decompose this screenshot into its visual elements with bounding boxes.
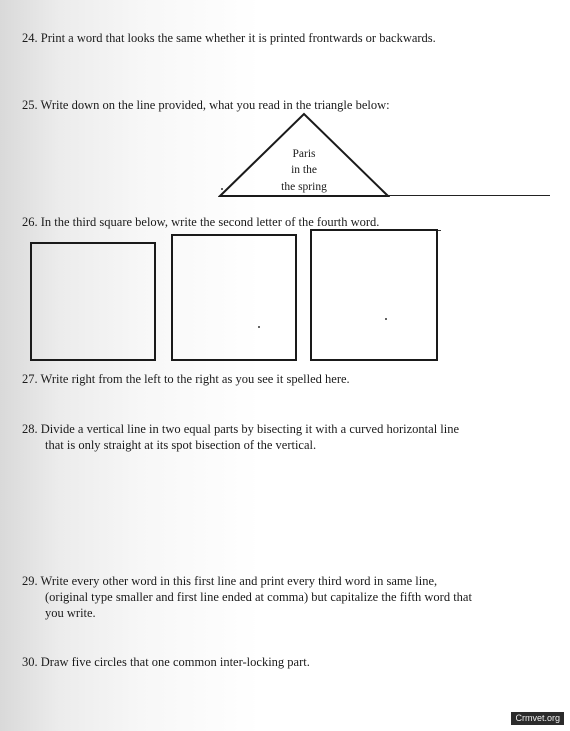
triangle-text-line: the spring: [281, 181, 327, 193]
ink-speck: [258, 326, 260, 328]
question-number: 25.: [22, 98, 38, 112]
question-text: In the third square below, write the second letter of the fourth word.: [40, 215, 380, 229]
question-26: [22, 214, 379, 230]
question-number: 29.: [22, 574, 38, 588]
answer-square-3[interactable]: [310, 229, 438, 361]
source-watermark: Crmvet.org: [511, 712, 564, 725]
question-28: [22, 421, 459, 453]
question-text: Divide a vertical line in two equal parts by bisecting it with a curved horizontal line: [40, 422, 460, 436]
question-number: 28.: [22, 422, 38, 436]
question-number: 30.: [22, 655, 38, 669]
question-30: [22, 654, 310, 670]
question-text-continued: you write.: [45, 606, 96, 620]
answer-line[interactable]: [386, 195, 550, 196]
question-text-continued: that is only straight at its spot bisection of the vertical.: [45, 438, 317, 452]
answer-square-1[interactable]: [30, 242, 156, 361]
triangle-text-line: Paris: [292, 148, 316, 160]
triangle-text-line: in the: [291, 164, 317, 176]
question-24: [22, 30, 436, 46]
ink-speck: [221, 188, 223, 190]
question-text: Write right from the left to the right as you see it spelled here.: [40, 372, 350, 386]
question-text: Write down on the line provided, what you read in the triangle below:: [40, 98, 390, 112]
question-25: [22, 97, 390, 113]
answer-square-2[interactable]: [171, 234, 297, 361]
question-27: [22, 371, 350, 387]
question-text: Draw five circles that one common inter-locking part.: [40, 655, 310, 669]
question-29: [22, 573, 472, 621]
triangle-figure: [218, 112, 390, 198]
question-number: 27.: [22, 372, 38, 386]
ink-speck: [385, 318, 387, 320]
question-text-continued: (original type smaller and first line ended at comma) but capitalize the fifth word that: [45, 590, 472, 604]
question-text: Print a word that looks the same whether it is printed frontwards or backwards.: [40, 31, 436, 45]
question-number: 24.: [22, 31, 38, 45]
question-text: Write every other word in this first line and print every third word in same line,: [40, 574, 438, 588]
question-number: 26.: [22, 215, 38, 229]
